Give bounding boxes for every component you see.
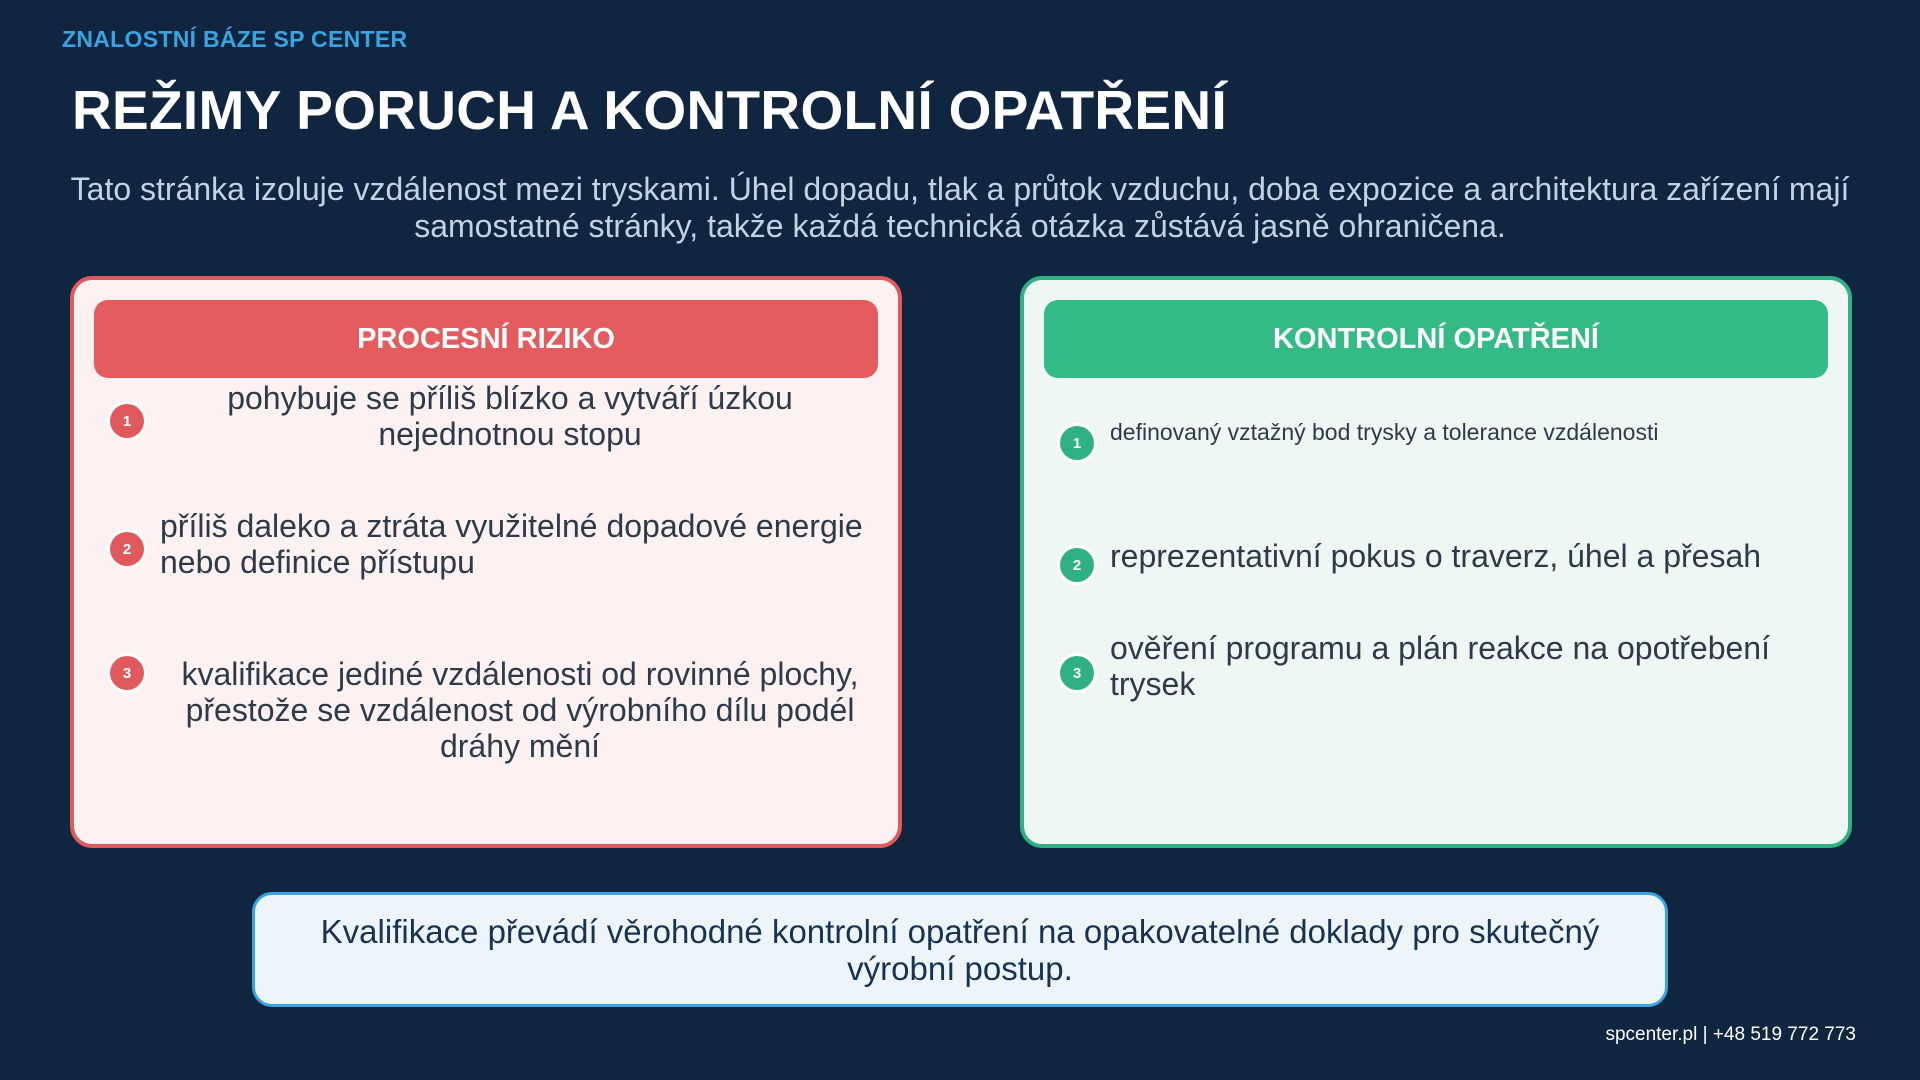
summary-box	[252, 892, 1668, 1007]
risk-item-text: příliš daleko a ztráta využitelné dopadové energie nebo definice přístupu	[160, 508, 863, 580]
number-badge: 3	[1060, 656, 1094, 690]
number-badge: 2	[1060, 548, 1094, 582]
control-item-text: definovaný vztažný bod trysky a tolerance vzdálenosti	[1110, 419, 1659, 445]
control-panel	[1020, 276, 1852, 848]
control-item-text: ověření programu a plán reakce na opotřebení trysek	[1110, 630, 1770, 702]
risk-item-text: pohybuje se příliš blízko a vytváří úzkou nejednotnou stopu	[227, 380, 793, 452]
risk-item-text: kvalifikace jediné vzdálenosti od rovinné plochy, přestože se vzdálenost od výrobního dílu podél dráhy mění	[181, 656, 859, 764]
control-item-text: reprezentativní pokus o traverz, úhel a přesah	[1110, 538, 1762, 574]
contact-info: spcenter.pl | +48 519 772 773	[1605, 1024, 1856, 1045]
page-title: REŽIMY PORUCH A KONTROLNÍ OPATŘENÍ	[72, 79, 1228, 141]
kicker-label: ZNALOSTNÍ BÁZE SP CENTER	[62, 26, 408, 52]
control-panel-header: KONTROLNÍ OPATŘENÍ	[1044, 300, 1828, 378]
summary-text: Kvalifikace převádí věrohodné kontrolní opatření na opakovatelné doklady pro skutečný výrobní postup.	[320, 912, 1600, 987]
number-badge: 1	[1060, 426, 1094, 460]
risk-panel-header: PROCESNÍ RIZIKO	[94, 300, 878, 378]
number-badge: 2	[110, 532, 144, 566]
page-subtitle: Tato stránka izoluje vzdálenost mezi tryskami. Úhel dopadu, tlak a průtok vzduchu, doba expozice a architektura zařízení mají samostatné stránky, takže každá technická otázka zůstává jasně ohraničena.	[70, 171, 1850, 244]
number-badge: 3	[110, 656, 144, 690]
risk-panel	[70, 276, 902, 848]
number-badge: 1	[110, 404, 144, 438]
